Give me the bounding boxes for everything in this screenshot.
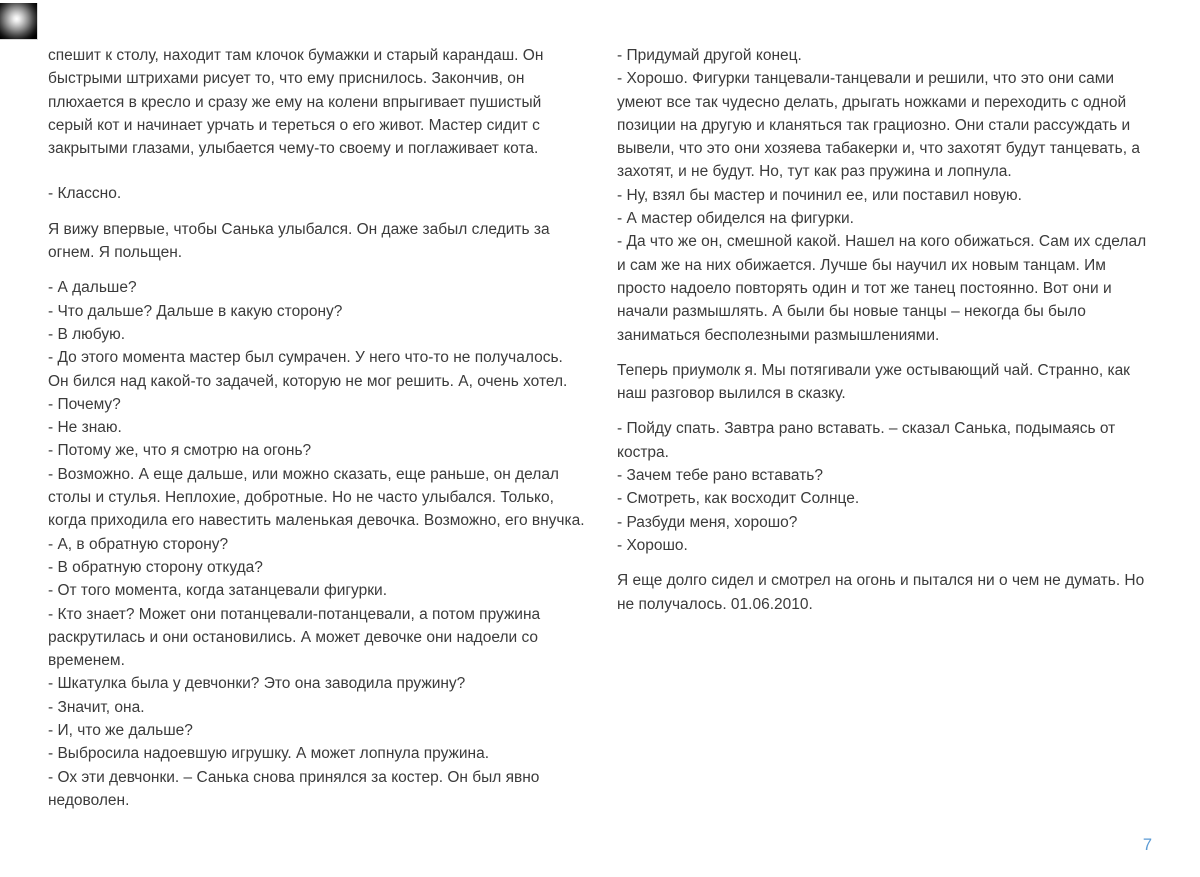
paragraph: Я вижу впервые, чтобы Санька улыбался. Он даже забыл следить за огнем. Я польщен. — [48, 220, 550, 262]
page-number: 7 — [1142, 836, 1152, 854]
paragraph: - В любую. — [48, 325, 126, 343]
right-text-column — [617, 44, 1154, 812]
paragraph: - Классно. — [48, 185, 122, 203]
paragraph: - Выбросила надоевшую игрушку. А может лопнула пружина. — [48, 745, 490, 763]
paragraph: - Почему? — [48, 395, 121, 413]
paragraph: Я еще долго сидел и смотрел на огонь и пытался ни о чем не думать. Но не получалось. 01.06.2010. — [617, 572, 1145, 613]
paragraph: - А дальше? — [48, 279, 137, 297]
paragraph: - Не знаю. — [48, 419, 122, 437]
paragraph: - Да что же он, смешной какой. Нашел на кого обижаться. Сам их сделал и сам же на них обижается. Лучше бы научил их новым танцам. Им просто надоело повторять один и тот же танец постоянно. Вот они и начали размышлять. А были бы новые танцы – некогда бы было заниматься бесполезными размышлениями. — [617, 233, 1147, 344]
paragraph: спешит к столу, находит там клочок бумажки и старый карандаш. Он быстрыми штрихами рисует то, что ему приснилось. Закончив, он плюхается в кресло и сразу же ему на колени впрыгивает пушистый серый кот и начинает урчать и тереться о его живот. Мастер сидит с закрытыми глазами, улыбается чему-то своему и поглаживает кота. — [48, 47, 544, 158]
paragraph: - Значит, она. — [48, 698, 145, 716]
paragraph: - Разбуди меня, хорошо? — [617, 513, 798, 531]
left-text-column — [48, 44, 585, 812]
paragraph: - Хорошо. — [617, 536, 688, 554]
paragraph: - Смотреть, как восходит Солнце. — [617, 490, 860, 508]
paragraph: - До этого момента мастер был сумрачен. У него что-то не получалось. Он бился над какой-то задачей, которую не мог решить. А, очень хотел. — [48, 349, 568, 390]
paragraph: - Ну, взял бы мастер и починил ее, или поставил новую. — [617, 186, 1022, 204]
paragraph: - Зачем тебе рано вставать? — [617, 467, 823, 485]
paragraph: - От того момента, когда затанцевали фигурки. — [48, 582, 388, 600]
paragraph: - А, в обратную сторону? — [48, 535, 229, 553]
paragraph: - Что дальше? Дальше в какую сторону? — [48, 302, 343, 320]
glow-orb-image — [0, 3, 38, 40]
paragraph: Теперь приумолк я. Мы потягивали уже остывающий чай. Странно, как наш разговор вылился в сказку. — [617, 361, 1130, 403]
paragraph: - Хорошо. Фигурки танцевали-танцевали и решили, что это они сами умеют все так чудесно делать, дрыгать ножками и переходить с одной позиции на другую и кланяться так грациозно. Они стали рассуждать и вывели, что это они хозяева табакерки и, что захотят будут танцевать, а захотят, и не будут. Но, тут как раз пружина и лопнула. — [617, 70, 1140, 181]
paragraph: - В обратную сторону откуда? — [48, 558, 263, 576]
paragraph: - Возможно. А еще дальше, или можно сказать, еще раньше, он делал столы и стулья. Неплохие, добротные. Но не часто улыбался. Только, когда приходила его навестить маленькая девочка. Возможно, его внучка. — [48, 465, 585, 530]
page-body — [48, 44, 1154, 812]
paragraph: - Придумай другой конец. — [617, 47, 802, 64]
paragraph: - Ох эти девчонки. – Санька снова принялся за костер. Он был явно недоволен. — [48, 768, 540, 809]
paragraph: - Пойду спать. Завтра рано вставать. – сказал Санька, подымаясь от костра. — [617, 420, 1116, 461]
paragraph: - Кто знает? Может они потанцевали-потанцевали, а потом пружина раскрутилась и они остановились. А может девочке они надоели со временем. — [48, 605, 541, 670]
paragraph: - Шкатулка была у девчонки? Это она заводила пружину? — [48, 675, 466, 693]
paragraph: - Потому же, что я смотрю на огонь? — [48, 442, 312, 460]
paragraph: - А мастер обиделся на фигурки. — [617, 210, 854, 228]
paragraph: - И, что же дальше? — [48, 722, 193, 740]
